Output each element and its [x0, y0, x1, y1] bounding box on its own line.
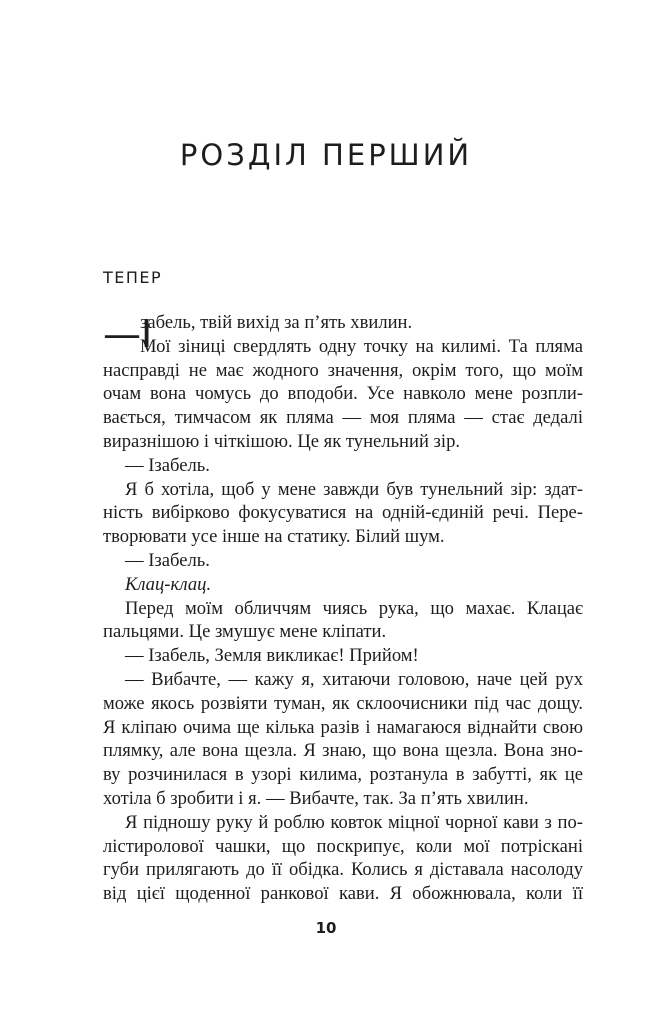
text-line: хотіла б зробити і я. — Вибачте, так. За п’ять хвилин. [103, 787, 529, 809]
text-line: Я б хотіла, щоб у мене завжди був тунельний зір: здат- [125, 478, 583, 500]
text-line: виразнішою і чіткішою. Це як тунельний зір. [103, 430, 461, 452]
text-line: Перед моїм обличчям чиясь рука, що махає. Клацає [125, 597, 583, 619]
text-line: плямку, але вона щезла. Я знаю, що вона щезла. Вона зно- [103, 740, 583, 762]
text-line: — Ізабель. [125, 549, 210, 571]
opening-paragraph [103, 311, 583, 359]
chapter-title: РОЗДІЛ ПЕРШИЙ [179, 138, 473, 172]
page-number: 10 [315, 919, 337, 937]
text-line: вається, тимчасом як пляма — моя пляма — стає дедалі [103, 407, 583, 429]
text-line: губи прилягають до її обідка. Колись я діставала насолоду [103, 859, 583, 881]
text-line: творювати усе інше на статику. Білий шум. [103, 526, 445, 548]
drop-cap: —І [103, 312, 153, 356]
text-line: забель, твій вихід за п’ять хвилин. [140, 312, 413, 333]
text-line: ність вибірково фокусуватися на одній-єдиній речі. Пере- [103, 502, 583, 524]
text-line: Клац-клац. [125, 573, 212, 595]
text-line: пальцями. Це змушує мене кліпати. [103, 621, 387, 643]
text-line: Я кліпаю очима ще кілька разів і намагаюся віднайти свою [103, 716, 583, 738]
text-line: — Ізабель. [125, 454, 210, 476]
text-line: насправді не має жодного значення, окрім того, що моїм [103, 359, 583, 381]
text-line: ву розчинилася в узорі килима, розтанула в забутті, як це [103, 764, 583, 786]
text-line: лістиролової чашки, що поскрипує, коли мої потріскані [103, 835, 583, 857]
text-line: — Ізабель, Земля викликає! Прийом! [125, 645, 419, 667]
text-line: очам вона чомусь до вподоби. Усе навколо мене розпли- [103, 383, 583, 405]
text-line: від цієї щоденної ранкової кави. Я обожнювала, коли її [103, 883, 583, 905]
text-line: — Вибачте, — кажу я, хитаючи головою, наче цей рух [125, 668, 583, 690]
text-line: може якось розвіяти туман, як склоочисники під час дощу. [103, 692, 583, 714]
body-text [103, 311, 583, 906]
text-line: Я підношу руку й роблю ковток міцної чорної кави з по- [125, 811, 583, 833]
section-label: ТЕПЕР [103, 268, 163, 287]
text-line: Мої зіниці свердлять одну точку на килимі. Та пляма [140, 335, 583, 357]
